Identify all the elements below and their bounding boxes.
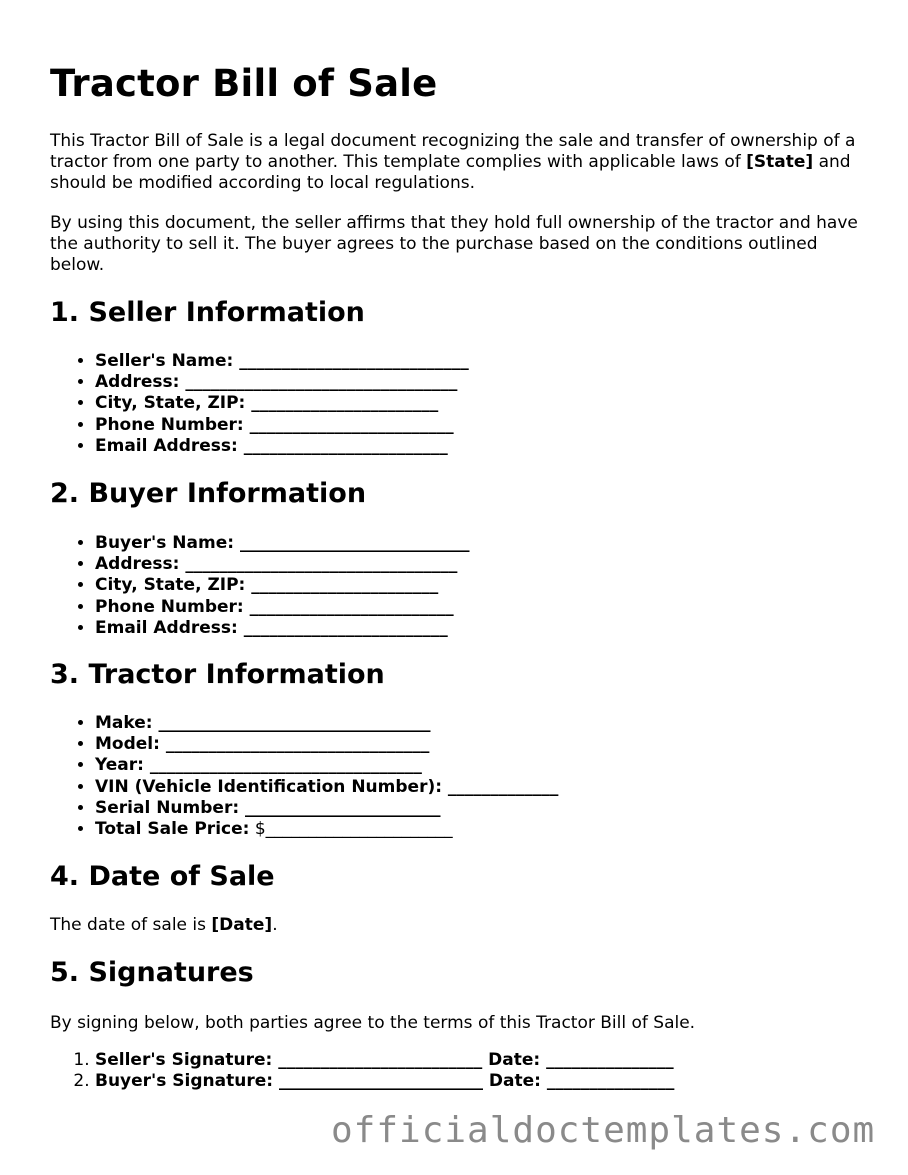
seller-email-blank[interactable]: ________________________ — [237, 435, 448, 456]
list-item: • Email Address: ________________________ — [95, 436, 469, 457]
intro-paragraph-2: By using this document, the seller affirms that they hold full ownership of the tractor and have the authority to sell it. The buyer agrees to the purchase based on the conditions outlined below. — [50, 213, 858, 275]
list-item: • Year: ________________________________ — [95, 755, 558, 776]
buyer-email-blank[interactable]: ________________________ — [237, 617, 448, 638]
buyer-info-list — [50, 533, 469, 639]
list-item: • Phone Number: ________________________ — [95, 415, 469, 436]
date-placeholder: [Date] — [211, 915, 273, 935]
buyer-address-blank[interactable]: ________________________________ — [179, 554, 458, 575]
serial-number-blank[interactable]: _______________________ — [239, 797, 441, 818]
list-item: • Total Sale Price: $______________________ — [95, 819, 558, 840]
buyer-name-blank[interactable]: ___________________________ — [234, 533, 470, 553]
year-blank[interactable]: ________________________________ — [143, 755, 422, 776]
list-item: • Make: ________________________________ — [95, 713, 558, 734]
document-title: Tractor Bill of Sale — [50, 62, 438, 105]
list-item: • City, State, ZIP: ______________________ — [95, 575, 469, 596]
tractor-section-heading: 3. Tractor Information — [50, 659, 385, 690]
seller-info-list — [50, 351, 469, 457]
list-item: 1. Seller's Signature: ________________________ Date: _______________ — [95, 1050, 674, 1071]
buyer-phone-blank[interactable]: ________________________ — [243, 596, 454, 617]
list-item: • City, State, ZIP: ______________________ — [95, 393, 469, 414]
dollar-sign: $ — [249, 819, 266, 840]
signatures-list — [50, 1050, 674, 1092]
list-item: • Buyer's Name: ___________________________ — [95, 533, 469, 554]
list-item: • Seller's Name: ___________________________ — [95, 351, 469, 372]
state-placeholder: [State] — [746, 152, 814, 172]
date-section-heading: 4. Date of Sale — [50, 861, 275, 892]
signatures-section-heading: 5. Signatures — [50, 957, 254, 988]
sale-price-blank[interactable]: ______________________ — [265, 819, 453, 840]
list-item: • Address: ________________________________ — [95, 554, 469, 575]
buyer-date-blank[interactable]: _______________ — [540, 1071, 675, 1092]
seller-name-blank[interactable]: ___________________________ — [233, 351, 469, 371]
vin-blank[interactable]: _____________ — [442, 776, 559, 797]
date-of-sale-text: The date of sale is [Date]. — [50, 915, 278, 935]
list-item: • Address: ________________________________ — [95, 372, 469, 393]
tractor-info-list — [50, 713, 558, 840]
list-item: • Email Address: ________________________ — [95, 618, 469, 639]
seller-section-heading: 1. Seller Information — [50, 297, 365, 328]
intro-text-1: This Tractor Bill of Sale is a legal document recognizing the sale and transfer of ownership of a tractor from one party to another. This template complies with applicable laws of — [50, 131, 856, 172]
intro-text-1-end: and should be modified according to local regulations. — [50, 152, 851, 193]
intro-paragraph-1 — [50, 131, 865, 194]
watermark: officialdoctemplates.com — [331, 1110, 876, 1151]
list-item: • Serial Number: _______________________ — [95, 798, 558, 819]
make-blank[interactable]: ________________________________ — [152, 713, 431, 733]
model-blank[interactable]: _______________________________ — [159, 734, 430, 755]
list-item: • VIN (Vehicle Identification Number): _____________ — [95, 777, 558, 798]
seller-address-blank[interactable]: ________________________________ — [179, 372, 458, 393]
buyer-signature-blank[interactable]: ________________________ — [273, 1071, 483, 1092]
seller-phone-blank[interactable]: ________________________ — [243, 414, 454, 435]
signatures-text: By signing below, both parties agree to the terms of this Tractor Bill of Sale. — [50, 1013, 696, 1033]
list-item: 2. Buyer's Signature: ________________________ Date: _______________ — [95, 1071, 674, 1092]
seller-city-blank[interactable]: ______________________ — [245, 393, 439, 414]
buyer-city-blank[interactable]: ______________________ — [245, 575, 439, 596]
seller-date-blank[interactable]: _______________ — [540, 1050, 674, 1070]
list-item: • Model: _______________________________ — [95, 734, 558, 755]
list-item: • Phone Number: ________________________ — [95, 597, 469, 618]
seller-signature-blank[interactable]: ________________________ — [272, 1050, 483, 1070]
buyer-section-heading: 2. Buyer Information — [50, 478, 367, 509]
